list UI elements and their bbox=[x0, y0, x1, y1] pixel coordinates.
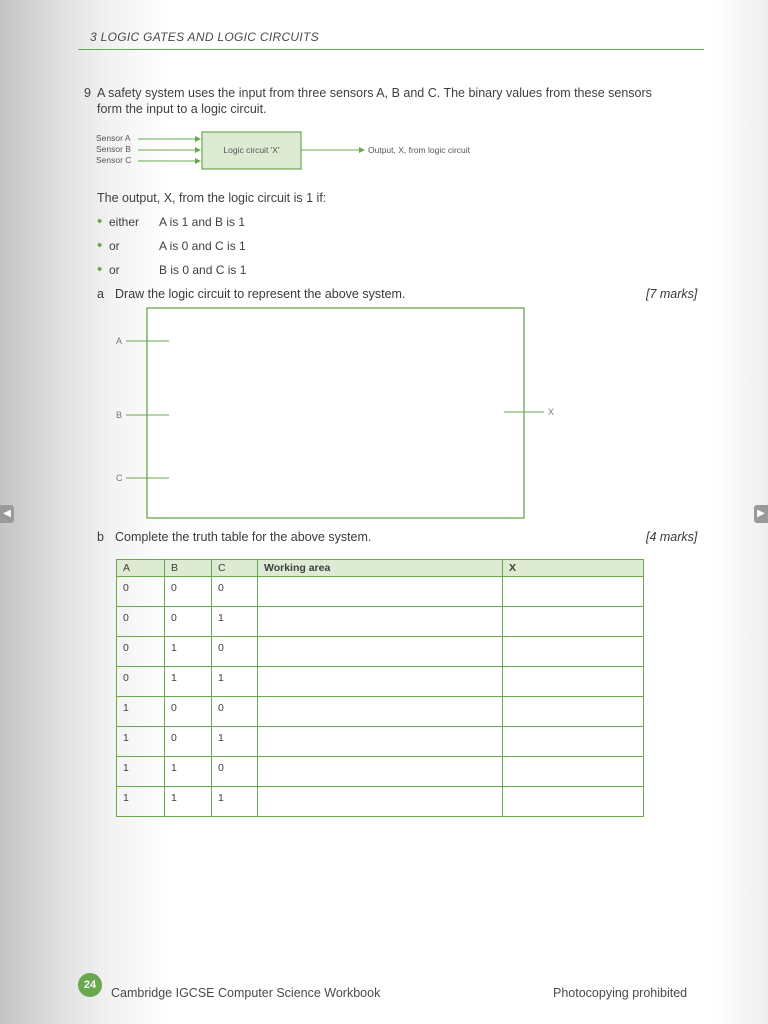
header-divider bbox=[78, 49, 704, 50]
bullet-icon: • bbox=[97, 213, 103, 230]
truth-table-header-row bbox=[117, 560, 644, 577]
cell-c: 0 bbox=[212, 637, 258, 667]
condition-rule: A is 0 and C is 1 bbox=[159, 239, 246, 253]
question-number: 9 bbox=[84, 86, 91, 100]
cell-c: 0 bbox=[212, 757, 258, 787]
cell-b: 0 bbox=[165, 577, 212, 607]
copyright-notice: Photocopying prohibited bbox=[553, 986, 688, 1000]
cell-b: 1 bbox=[165, 787, 212, 817]
output-label: Output, X, from logic circuit bbox=[368, 145, 471, 155]
condition-word: or bbox=[109, 263, 120, 277]
sensor-c-label: Sensor C bbox=[96, 155, 132, 165]
table-row bbox=[117, 637, 644, 667]
x-answer-cell[interactable] bbox=[503, 757, 644, 787]
working-area-cell[interactable] bbox=[258, 727, 503, 757]
chapter-title: 3 LOGIC GATES AND LOGIC CIRCUITS bbox=[90, 30, 319, 44]
part-a-instruction: Draw the logic circuit to represent the above system. bbox=[115, 287, 406, 301]
working-area-cell[interactable] bbox=[258, 637, 503, 667]
x-answer-cell[interactable] bbox=[503, 667, 644, 697]
bullet-icon: • bbox=[97, 237, 103, 254]
truth-table bbox=[116, 559, 644, 817]
logic-circuit-box-label: Logic circuit 'X' bbox=[223, 145, 280, 155]
part-a-letter: a bbox=[97, 287, 104, 301]
cell-a: 1 bbox=[117, 727, 165, 757]
sensor-b-label: Sensor B bbox=[96, 144, 131, 154]
cell-a: 0 bbox=[117, 637, 165, 667]
x-answer-cell[interactable] bbox=[503, 637, 644, 667]
question-intro-line-1: A safety system uses the input from three sensors A, B and C. The binary values from these sensors bbox=[97, 86, 652, 100]
header-a: A bbox=[117, 560, 165, 577]
header-c: C bbox=[212, 560, 258, 577]
table-row bbox=[117, 787, 644, 817]
input-b-label: B bbox=[116, 410, 123, 420]
cell-a: 0 bbox=[117, 577, 165, 607]
cell-b: 0 bbox=[165, 727, 212, 757]
table-row bbox=[117, 757, 644, 787]
bullet-icon: • bbox=[97, 261, 103, 278]
previous-page-arrow-icon[interactable]: ◀ bbox=[0, 505, 14, 523]
header-working-area: Working area bbox=[258, 560, 503, 577]
cell-c: 0 bbox=[212, 697, 258, 727]
working-area-cell[interactable] bbox=[258, 577, 503, 607]
condition-rule: B is 0 and C is 1 bbox=[159, 263, 247, 277]
output-x-label: X bbox=[548, 407, 555, 417]
condition-rule: A is 1 and B is 1 bbox=[159, 215, 246, 229]
input-c-label: C bbox=[116, 473, 123, 483]
table-row bbox=[117, 727, 644, 757]
header-x: X bbox=[503, 560, 644, 577]
cell-a: 0 bbox=[117, 607, 165, 637]
next-page-arrow-icon[interactable]: ▶ bbox=[754, 505, 768, 523]
input-a-label: A bbox=[116, 336, 123, 346]
cell-c: 1 bbox=[212, 607, 258, 637]
circuit-drawing-area[interactable] bbox=[92, 300, 572, 527]
condition-word: or bbox=[109, 239, 120, 253]
condition-word: either bbox=[109, 215, 140, 229]
cell-a: 1 bbox=[117, 697, 165, 727]
table-row bbox=[117, 667, 644, 697]
drawing-box[interactable] bbox=[147, 308, 524, 518]
part-b-marks: [4 marks] bbox=[646, 530, 698, 544]
part-b-instruction: Complete the truth table for the above system. bbox=[115, 530, 372, 544]
working-area-cell[interactable] bbox=[258, 667, 503, 697]
table-row bbox=[117, 577, 644, 607]
conditions-intro: The output, X, from the logic circuit is 1 if: bbox=[97, 191, 327, 205]
cell-b: 0 bbox=[165, 607, 212, 637]
question-intro-line-2: form the input to a logic circuit. bbox=[97, 102, 267, 116]
table-row bbox=[117, 607, 644, 637]
working-area-cell[interactable] bbox=[258, 697, 503, 727]
cell-c: 1 bbox=[212, 667, 258, 697]
sensor-block-diagram bbox=[92, 128, 512, 179]
x-answer-cell[interactable] bbox=[503, 697, 644, 727]
cell-c: 0 bbox=[212, 577, 258, 607]
cell-b: 1 bbox=[165, 667, 212, 697]
working-area-cell[interactable] bbox=[258, 787, 503, 817]
working-area-cell[interactable] bbox=[258, 757, 503, 787]
part-b-letter: b bbox=[97, 530, 104, 544]
x-answer-cell[interactable] bbox=[503, 607, 644, 637]
table-row bbox=[117, 697, 644, 727]
x-answer-cell[interactable] bbox=[503, 577, 644, 607]
part-a-marks: [7 marks] bbox=[646, 287, 698, 301]
book-title: Cambridge IGCSE Computer Science Workbook bbox=[111, 986, 381, 1000]
cell-c: 1 bbox=[212, 787, 258, 817]
cell-b: 0 bbox=[165, 697, 212, 727]
x-answer-cell[interactable] bbox=[503, 727, 644, 757]
sensor-a-label: Sensor A bbox=[96, 133, 131, 143]
cell-c: 1 bbox=[212, 727, 258, 757]
working-area-cell[interactable] bbox=[258, 607, 503, 637]
cell-b: 1 bbox=[165, 757, 212, 787]
cell-a: 1 bbox=[117, 787, 165, 817]
header-b: B bbox=[165, 560, 212, 577]
page-number-badge: 24 bbox=[78, 973, 102, 997]
x-answer-cell[interactable] bbox=[503, 787, 644, 817]
cell-a: 0 bbox=[117, 667, 165, 697]
cell-b: 1 bbox=[165, 637, 212, 667]
cell-a: 1 bbox=[117, 757, 165, 787]
